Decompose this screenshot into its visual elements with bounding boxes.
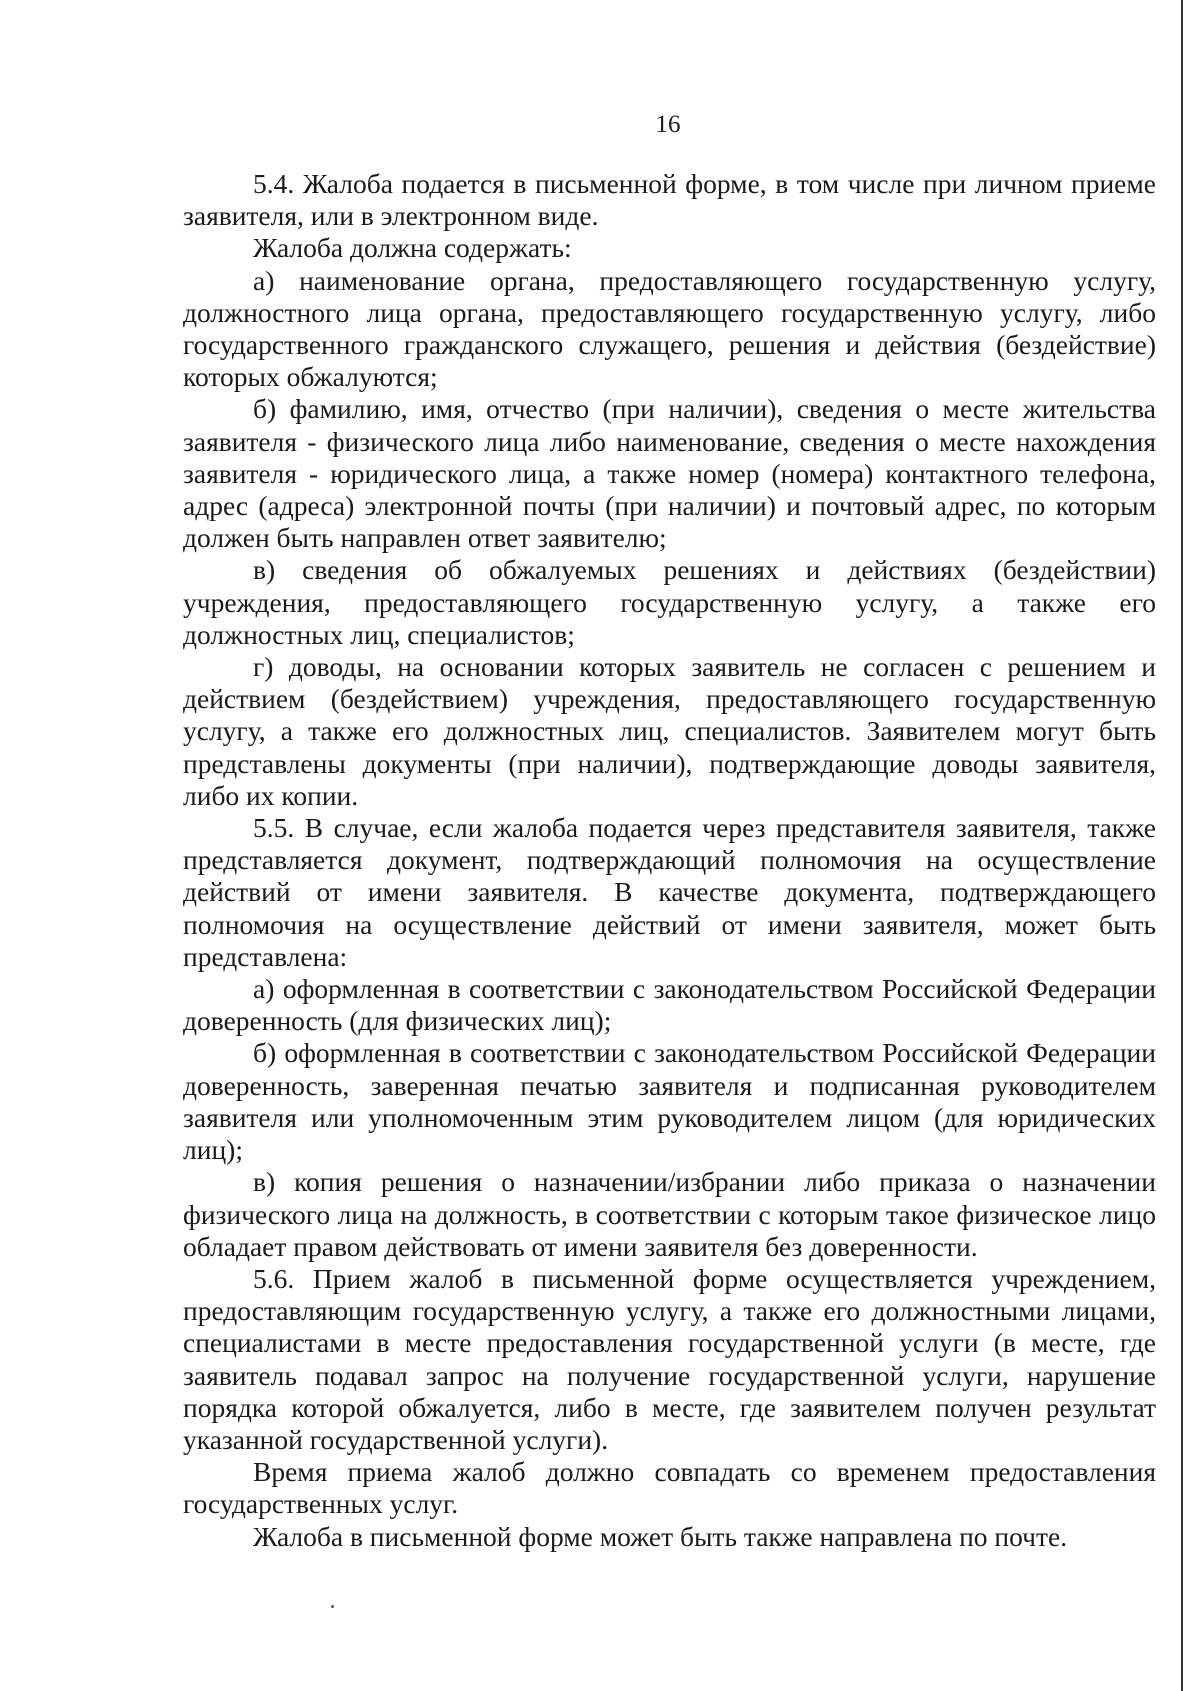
paragraph-5-5-item-b: б) оформленная в соответствии с законодательством Российской Федерации доверенность, заверенная печатью заявителя и подписанная руководителем заявителя или уполномоченным этим руководителем лицом (для юридических лиц); [183, 1037, 1156, 1166]
document-body [183, 168, 1156, 1553]
paragraph-item-v: в) сведения об обжалуемых решениях и действиях (бездействии) учреждения, предоставляющего государственную услугу, а также его должностных лиц, специалистов; [183, 554, 1156, 650]
paragraph-5-5-item-a: а) оформленная в соответствии с законодательством Российской Федерации доверенность (для физических лиц); [183, 973, 1156, 1037]
paragraph-item-a: а) наименование органа, предоставляющего государственную услугу, должностного лица органа, предоставляющего государственную услугу, либо государственного гражданского служащего, решения и действия (бездействие) которых обжалуются; [183, 264, 1156, 393]
paragraph-item-b: б) фамилию, имя, отчество (при наличии), сведения о месте жительства заявителя - физического лица либо наименование, сведения о месте нахождения заявителя - юридического лица, а также номер (номера) контактного телефона, адрес (адреса) электронной почты (при наличии) и почтовый адрес, по которым должен быть направлен ответ заявителю; [183, 393, 1156, 554]
paragraph-postal-submission: Жалоба в письменной форме может быть также направлена по почте. [253, 1520, 1068, 1552]
paragraph-5-4: 5.4. Жалоба подается в письменной форме, в том числе при личном приеме заявителя, или в электронном виде. [183, 168, 1156, 232]
paragraph-5-6: 5.6. Прием жалоб в письменной форме осуществляется учреждением, предоставляющим государственную услугу, а также его должностными лицами, специалистами в месте предоставления государственной услуги (в месте, где заявитель подавал запрос на получение государственной услуги, нарушение порядка которой обжалуется, либо в месте, где заявителем получен результат указанной государственной услуги). [183, 1262, 1156, 1455]
paragraph-5-5-item-v: в) копия решения о назначении/избрании либо приказа о назначении физического лица на должность, в соответствии с которым такое физическое лицо обладает правом действовать от имени заявителя без доверенности. [183, 1166, 1156, 1262]
paragraph-5-5: 5.5. В случае, если жалоба подается через представителя заявителя, также представляется документ, подтверждающий полномочия на осуществление действий от имени заявителя. В качестве документа, подтверждающего полномочия на осуществление действий от имени заявителя, может быть представлена: [183, 812, 1156, 972]
paragraph-complaint-contents-intro: Жалоба должна содержать: [253, 232, 572, 264]
scan-speck [331, 1605, 334, 1608]
scan-edge-line [1181, 0, 1183, 1691]
page-number: 16 [655, 111, 681, 138]
paragraph-reception-time: Время приема жалоб должно совпадать со временем предоставления государственных услуг. [183, 1456, 1156, 1520]
paragraph-item-g: г) доводы, на основании которых заявитель не согласен с решением и действием (бездействием) учреждения, предоставляющего государственную услугу, а также его должностных лиц, специалистов. Заявителем могут быть представлены документы (при наличии), подтверждающие доводы заявителя, либо их копии. [183, 651, 1156, 811]
